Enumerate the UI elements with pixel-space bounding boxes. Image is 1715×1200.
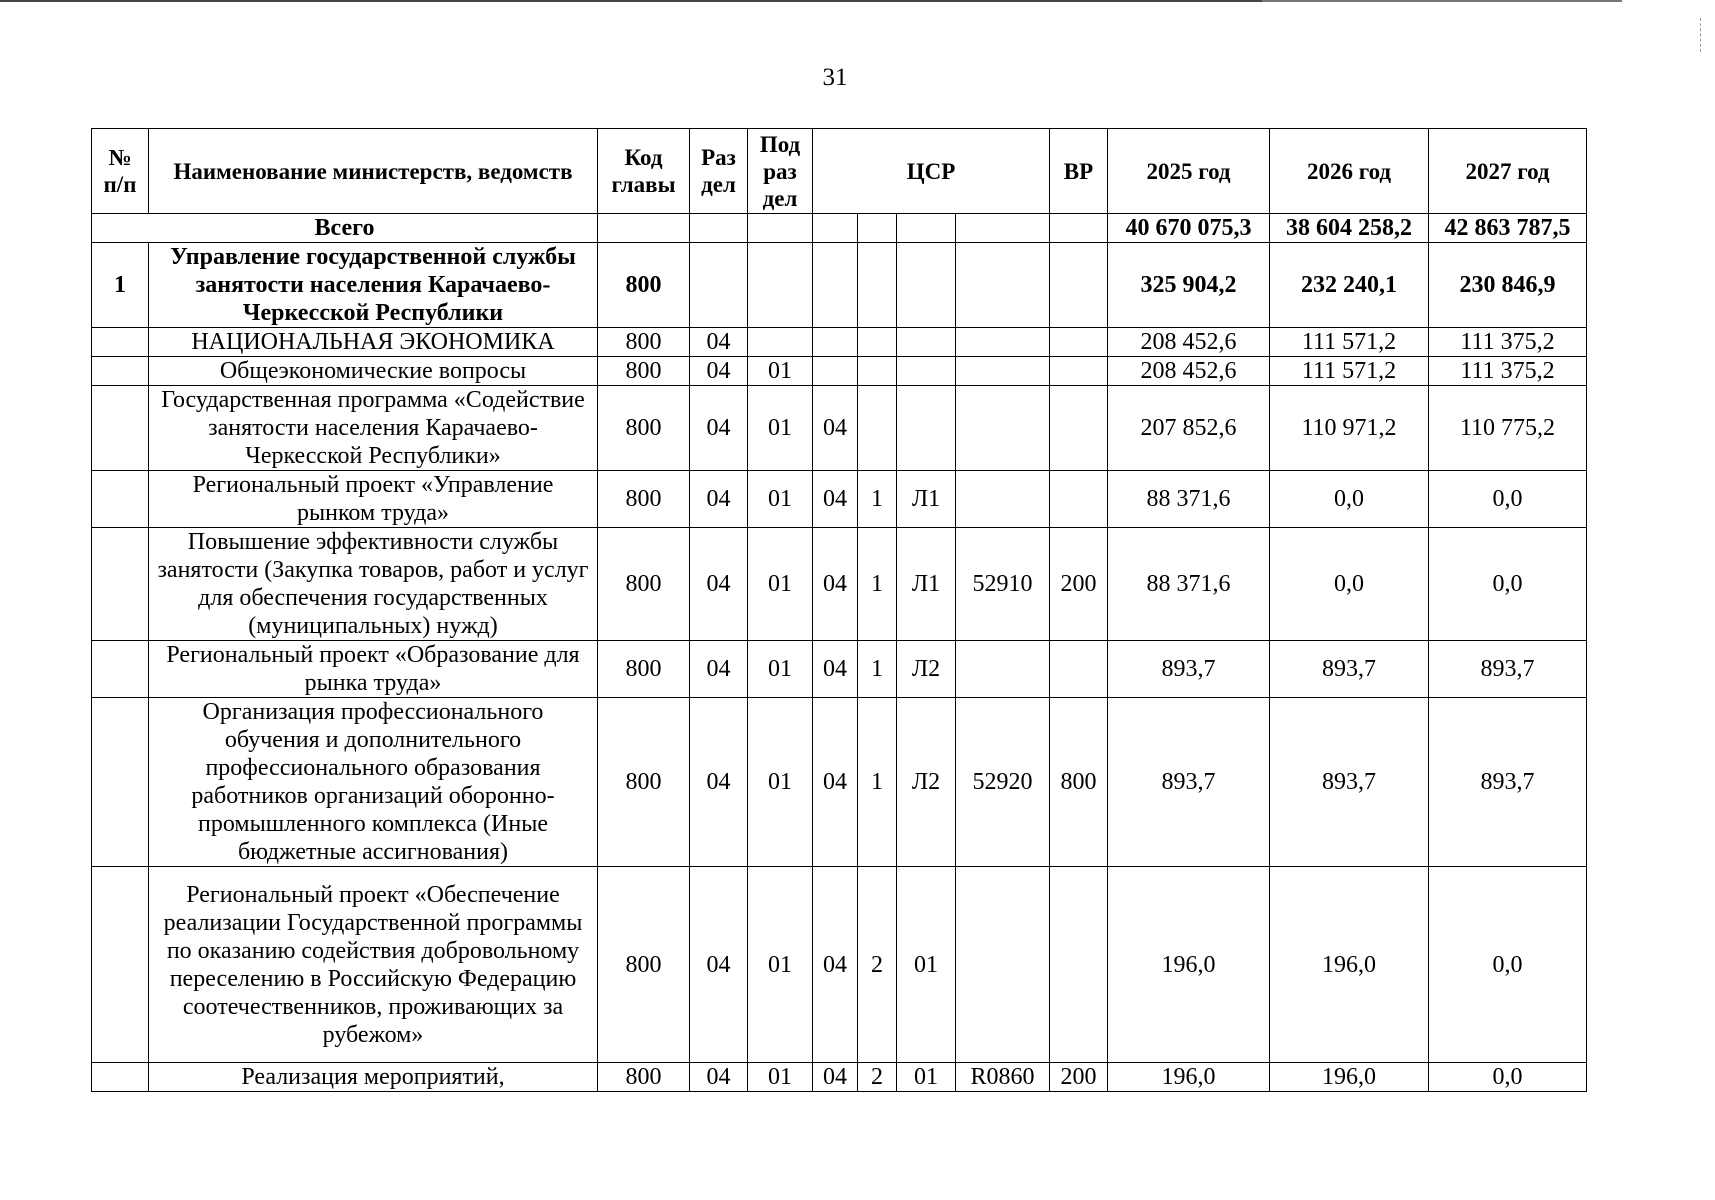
vid-rashodov <box>1050 867 1108 1063</box>
row-name: НАЦИОНАЛЬНАЯ ЭКОНОМИКА <box>149 328 598 357</box>
podrazdel: 01 <box>748 867 813 1063</box>
row-num: 1 <box>92 243 149 328</box>
vid-rashodov <box>1050 357 1108 386</box>
header-razdel: Раз дел <box>690 129 748 214</box>
value-2026: 893,7 <box>1270 641 1429 698</box>
csr-subprogram <box>858 386 897 471</box>
csr-program: 04 <box>813 641 858 698</box>
empty-cell <box>956 214 1050 243</box>
csr-direction <box>956 243 1050 328</box>
csr-direction <box>956 357 1050 386</box>
podrazdel: 01 <box>748 357 813 386</box>
razdel: 04 <box>690 357 748 386</box>
value-2027: 0,0 <box>1429 471 1587 528</box>
razdel: 04 <box>690 867 748 1063</box>
value-2025: 325 904,2 <box>1108 243 1270 328</box>
csr-direction: 52920 <box>956 698 1050 867</box>
podrazdel: 01 <box>748 1063 813 1092</box>
page-number: 31 <box>822 64 848 91</box>
podrazdel: 01 <box>748 641 813 698</box>
kod-glavy: 800 <box>598 698 690 867</box>
razdel: 04 <box>690 1063 748 1092</box>
value-2027: 0,0 <box>1429 867 1587 1063</box>
vid-rashodov <box>1050 386 1108 471</box>
header-num: № п/п <box>92 129 149 214</box>
csr-program: 04 <box>813 386 858 471</box>
csr-program <box>813 357 858 386</box>
table-row <box>92 698 1587 867</box>
razdel: 04 <box>690 328 748 357</box>
header-csr: ЦСР <box>813 129 1050 214</box>
row-num <box>92 641 149 698</box>
value-2027: 893,7 <box>1429 641 1587 698</box>
vid-rashodov <box>1050 471 1108 528</box>
podrazdel <box>748 243 813 328</box>
value-2026: 111 571,2 <box>1270 328 1429 357</box>
csr-program <box>813 328 858 357</box>
value-2026: 232 240,1 <box>1270 243 1429 328</box>
scan-edge-mark <box>1700 18 1701 52</box>
row-name: Управление государственной службы занятости населения Карачаево-Черкесской Республики <box>149 243 598 328</box>
row-num <box>92 1063 149 1092</box>
value-2026: 0,0 <box>1270 471 1429 528</box>
empty-cell <box>1050 214 1108 243</box>
row-num <box>92 698 149 867</box>
value-2025: 208 452,6 <box>1108 357 1270 386</box>
csr-subprogram: 1 <box>858 641 897 698</box>
table-row <box>92 357 1587 386</box>
value-2027: 110 775,2 <box>1429 386 1587 471</box>
csr-program: 04 <box>813 1063 858 1092</box>
csr-project <box>897 386 956 471</box>
header-2025: 2025 год <box>1108 129 1270 214</box>
total-2026: 38 604 258,2 <box>1270 214 1429 243</box>
header-kod: Код главы <box>598 129 690 214</box>
scan-top-edge-right <box>1262 0 1622 2</box>
value-2027: 111 375,2 <box>1429 357 1587 386</box>
razdel: 04 <box>690 386 748 471</box>
budget-table <box>91 128 1587 1092</box>
row-name: Повышение эффективности службы занятости (Закупка товаров, работ и услуг для обеспечения государственных (муниципальных) нужд) <box>149 528 598 641</box>
empty-cell <box>690 214 748 243</box>
empty-cell <box>598 214 690 243</box>
header-name: Наименование министерств, ведомств <box>149 129 598 214</box>
kod-glavy: 800 <box>598 641 690 698</box>
podrazdel: 01 <box>748 698 813 867</box>
row-name: Организация профессионального обучения и дополнительного профессионального образования работников организаций оборонно-промышленного комплекса (Иные бюджетные ассигнования) <box>149 698 598 867</box>
total-2027: 42 863 787,5 <box>1429 214 1587 243</box>
value-2026: 893,7 <box>1270 698 1429 867</box>
table-row <box>92 243 1587 328</box>
podrazdel: 01 <box>748 386 813 471</box>
csr-program <box>813 243 858 328</box>
header-vr: ВР <box>1050 129 1108 214</box>
total-row <box>92 214 1587 243</box>
razdel: 04 <box>690 471 748 528</box>
value-2026: 110 971,2 <box>1270 386 1429 471</box>
empty-cell <box>897 214 956 243</box>
csr-project: Л2 <box>897 698 956 867</box>
csr-subprogram: 1 <box>858 528 897 641</box>
vid-rashodov <box>1050 328 1108 357</box>
value-2026: 111 571,2 <box>1270 357 1429 386</box>
kod-glavy: 800 <box>598 867 690 1063</box>
row-num <box>92 471 149 528</box>
csr-subprogram <box>858 357 897 386</box>
header-podrazdel: Под раз дел <box>748 129 813 214</box>
csr-project <box>897 328 956 357</box>
total-label: Всего <box>92 214 598 243</box>
csr-program: 04 <box>813 471 858 528</box>
table-row <box>92 867 1587 1063</box>
kod-glavy: 800 <box>598 528 690 641</box>
csr-program: 04 <box>813 528 858 641</box>
table-row <box>92 386 1587 471</box>
vid-rashodov: 200 <box>1050 1063 1108 1092</box>
csr-direction <box>956 641 1050 698</box>
csr-direction <box>956 867 1050 1063</box>
kod-glavy: 800 <box>598 471 690 528</box>
table-row <box>92 328 1587 357</box>
row-num <box>92 328 149 357</box>
vid-rashodov <box>1050 641 1108 698</box>
csr-project: Л2 <box>897 641 956 698</box>
value-2025: 207 852,6 <box>1108 386 1270 471</box>
csr-subprogram: 2 <box>858 867 897 1063</box>
row-name: Реализация мероприятий, <box>149 1063 598 1092</box>
value-2027: 111 375,2 <box>1429 328 1587 357</box>
kod-glavy: 800 <box>598 357 690 386</box>
csr-direction <box>956 386 1050 471</box>
value-2025: 208 452,6 <box>1108 328 1270 357</box>
value-2027: 0,0 <box>1429 528 1587 641</box>
value-2025: 196,0 <box>1108 1063 1270 1092</box>
csr-subprogram <box>858 328 897 357</box>
csr-project: Л1 <box>897 471 956 528</box>
value-2025: 893,7 <box>1108 698 1270 867</box>
row-name: Региональный проект «Образование для рынка труда» <box>149 641 598 698</box>
scan-top-edge <box>0 0 1282 2</box>
vid-rashodov <box>1050 243 1108 328</box>
csr-direction: R0860 <box>956 1063 1050 1092</box>
csr-direction <box>956 471 1050 528</box>
empty-cell <box>858 214 897 243</box>
row-num <box>92 357 149 386</box>
table-row <box>92 641 1587 698</box>
total-2025: 40 670 075,3 <box>1108 214 1270 243</box>
csr-direction <box>956 328 1050 357</box>
podrazdel <box>748 328 813 357</box>
row-name: Общеэкономические вопросы <box>149 357 598 386</box>
csr-project: Л1 <box>897 528 956 641</box>
csr-project <box>897 357 956 386</box>
row-num <box>92 867 149 1063</box>
csr-subprogram <box>858 243 897 328</box>
podrazdel: 01 <box>748 471 813 528</box>
row-name: Государственная программа «Содействие занятости населения Карачаево-Черкесской Республики» <box>149 386 598 471</box>
kod-glavy: 800 <box>598 243 690 328</box>
empty-cell <box>748 214 813 243</box>
csr-subprogram: 1 <box>858 471 897 528</box>
vid-rashodov: 800 <box>1050 698 1108 867</box>
empty-cell <box>813 214 858 243</box>
header-2027: 2027 год <box>1429 129 1587 214</box>
table-row <box>92 1063 1587 1092</box>
podrazdel: 01 <box>748 528 813 641</box>
value-2027: 230 846,9 <box>1429 243 1587 328</box>
row-num <box>92 386 149 471</box>
value-2026: 196,0 <box>1270 867 1429 1063</box>
row-num <box>92 528 149 641</box>
value-2026: 196,0 <box>1270 1063 1429 1092</box>
razdel: 04 <box>690 698 748 867</box>
csr-project: 01 <box>897 867 956 1063</box>
razdel: 04 <box>690 641 748 698</box>
header-2026: 2026 год <box>1270 129 1429 214</box>
header-row <box>92 129 1587 214</box>
value-2026: 0,0 <box>1270 528 1429 641</box>
csr-project: 01 <box>897 1063 956 1092</box>
vid-rashodov: 200 <box>1050 528 1108 641</box>
csr-subprogram: 2 <box>858 1063 897 1092</box>
razdel: 04 <box>690 528 748 641</box>
csr-program: 04 <box>813 698 858 867</box>
row-name: Региональный проект «Обеспечение реализации Государственной программы по оказанию содействия добровольному переселению в Российскую Федерацию соотечественников, проживающих за рубежом» <box>149 867 598 1063</box>
table-row <box>92 471 1587 528</box>
value-2027: 893,7 <box>1429 698 1587 867</box>
kod-glavy: 800 <box>598 386 690 471</box>
csr-program: 04 <box>813 867 858 1063</box>
kod-glavy: 800 <box>598 1063 690 1092</box>
value-2025: 196,0 <box>1108 867 1270 1063</box>
value-2025: 88 371,6 <box>1108 528 1270 641</box>
csr-direction: 52910 <box>956 528 1050 641</box>
csr-subprogram: 1 <box>858 698 897 867</box>
value-2025: 893,7 <box>1108 641 1270 698</box>
value-2027: 0,0 <box>1429 1063 1587 1092</box>
value-2025: 88 371,6 <box>1108 471 1270 528</box>
csr-project <box>897 243 956 328</box>
kod-glavy: 800 <box>598 328 690 357</box>
razdel <box>690 243 748 328</box>
table-row <box>92 528 1587 641</box>
row-name: Региональный проект «Управление рынком труда» <box>149 471 598 528</box>
